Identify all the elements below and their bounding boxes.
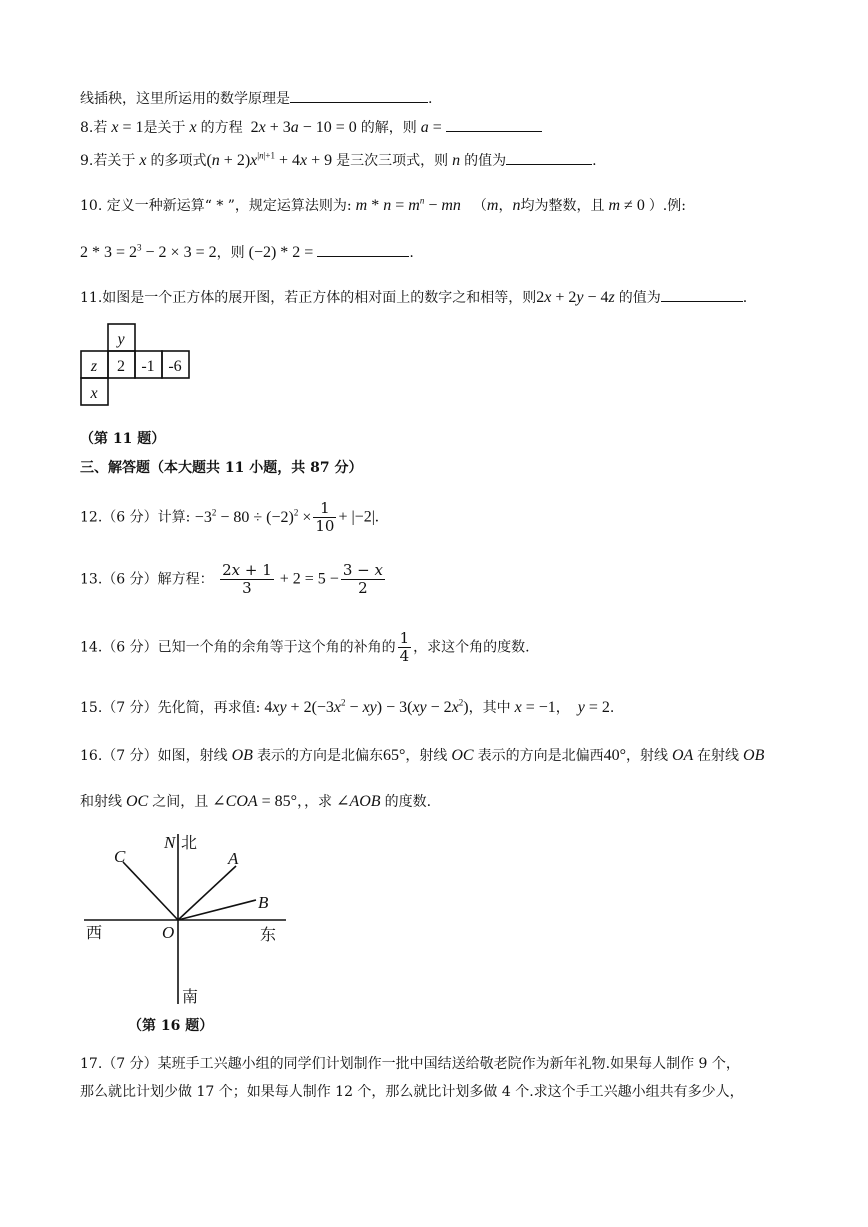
q8-equation: 2x + 3a − 10 = 0 bbox=[242, 119, 361, 136]
q14-end: ，求这个角的度数. bbox=[413, 639, 530, 656]
section-3-heading: 三、解答题（本大题共 11 小题，共 87 分） bbox=[80, 460, 363, 476]
q9-mid2: 是三次三项式，则 bbox=[336, 153, 449, 169]
q16-t8: ，求 bbox=[304, 794, 333, 810]
q11-expression: 2x + 2y − 4z bbox=[536, 289, 615, 306]
q9-mid3: 的值为 bbox=[464, 153, 507, 169]
q14 bbox=[80, 630, 530, 674]
q10-line2 bbox=[80, 242, 414, 262]
q8-prefix: 8.若 bbox=[80, 120, 108, 136]
compass-figure bbox=[78, 828, 310, 1010]
q16-line1: 16.（7 分）如图，射线 OB 表示的方向是北偏东65°，射线 OC 表示的方向是北偏西40°，射线 OA 在射线 OB bbox=[80, 747, 765, 764]
ray-oc bbox=[123, 862, 178, 920]
q16-t7: 之间，且 bbox=[152, 794, 209, 810]
q16-t2: ，射线 bbox=[405, 748, 448, 764]
q16-t1: 表示的方向是北偏东 bbox=[256, 748, 383, 764]
q12-expression-b: + |−2|. bbox=[338, 508, 379, 526]
q9-answer-blank[interactable] bbox=[506, 150, 592, 165]
q7-end: . bbox=[428, 91, 433, 107]
q12-fraction: $\frac{1}{10}$ bbox=[315, 499, 335, 535]
q9-end: . bbox=[592, 153, 597, 169]
q10-note: 均为整数，且 bbox=[520, 198, 605, 214]
q15-expression: $4xy + 2(-3x^2 - xy) - 3(xy - 2x^2)$ bbox=[260, 697, 469, 716]
q10-rule: $m * n = m^n$ − mn bbox=[355, 195, 461, 214]
q12-prefix: 12.（6 分）计算: bbox=[80, 509, 191, 526]
q13: 13.（6 分）解方程： $\frac{2x + 1}{3}$ + 2 = 5 − $\frac{3 - x}{2}$ bbox=[80, 561, 383, 597]
q10-prefix: 10. 定义一种新运算“ * ”，规定运算法则为: bbox=[80, 198, 352, 214]
q15-y-value: y = 2 bbox=[577, 699, 610, 716]
q13-fraction-left: $\frac{2x + 1}{3}$ bbox=[222, 561, 272, 597]
q16-t5: 在射线 bbox=[697, 748, 740, 764]
q16-t0: 16.（7 分）如图，射线 bbox=[80, 748, 228, 764]
q9: 9.若关于 x 的多项式$(n + 2)x^{|n|+1} + 4x + 9$ 是三次三项式，则 n 的值为 . bbox=[80, 150, 597, 169]
q12-expression-a: $-3^2 - 80 \div (-2)^2$ × bbox=[194, 507, 312, 526]
q17-line2: 那么就比计划少做 17 个；如果每人制作 12 个，那么就比计划多做 4 个.求这个手工兴趣小组共有多少人， bbox=[80, 1084, 744, 1100]
q10-line1: 10. 定义一种新运算“ * ”，规定运算法则为: $m * n = m^n$ − mn （m，n均为整数，且 m ≠ 0 ）.例: bbox=[80, 195, 686, 214]
cube-label-z: z bbox=[90, 358, 98, 375]
cube-label-2: 2 bbox=[117, 358, 125, 375]
q10-then: ，则 bbox=[216, 245, 245, 261]
label-east: 东 bbox=[260, 925, 277, 944]
q11-answer-blank[interactable] bbox=[661, 287, 743, 302]
q9-prefix: 9.若关于 bbox=[80, 153, 136, 169]
label-n: N bbox=[164, 833, 176, 852]
q8-answer-blank[interactable] bbox=[446, 117, 542, 132]
q8-mid1: 是关于 bbox=[143, 120, 186, 136]
q7-answer-blank[interactable] bbox=[290, 88, 428, 103]
label-o: O bbox=[162, 923, 175, 942]
q11 bbox=[80, 287, 747, 307]
q15-prefix: 15.（7 分）先化简，再求值: bbox=[80, 700, 261, 716]
q10-example: $2 * 3 = 2^3 - 2 \times 3 = 2$ bbox=[80, 242, 217, 261]
q16-t9: 的度数. bbox=[384, 794, 432, 810]
q11-end: . bbox=[742, 290, 748, 306]
q14-fraction: $\frac{1}{4}$ bbox=[399, 629, 410, 665]
q8: 8.若 x = 1是关于 x 的方程 2x + 3a − 10 = 0 的解，则 a = bbox=[80, 117, 542, 137]
q15 bbox=[80, 699, 614, 717]
cube-label-neg1: -1 bbox=[141, 358, 155, 375]
q11-prefix: 11.如图是一个正方体的展开图，若正方体的相对面上的数字之和相等，则 bbox=[80, 290, 537, 306]
q16-t3: 表示的方向是北偏西 bbox=[477, 748, 604, 764]
q12 bbox=[80, 500, 379, 540]
label-a: A bbox=[228, 849, 239, 868]
q8-math-x: x bbox=[107, 119, 119, 136]
q10-paren: （ bbox=[472, 198, 487, 214]
label-west: 西 bbox=[86, 923, 103, 942]
cube-label-y: y bbox=[117, 331, 125, 348]
q10-question: (−2) * 2 = bbox=[244, 244, 318, 261]
q15-mid: ，其中 bbox=[468, 700, 511, 716]
q13-fraction-right: $\frac{3 - x}{2}$ bbox=[342, 561, 383, 597]
cube-label-x: x bbox=[90, 385, 98, 402]
q9-mid1: 的多项式 bbox=[150, 153, 207, 169]
q8-mid2: 的方程 bbox=[200, 120, 243, 136]
label-north: 北 bbox=[181, 833, 198, 852]
cube-label-neg6: -6 bbox=[168, 358, 182, 375]
q8-mid3: 的解，则 bbox=[360, 120, 417, 136]
q16-t4: ，射线 bbox=[626, 748, 668, 764]
q7-tail bbox=[80, 88, 432, 108]
q10-end1: ）.例: bbox=[648, 198, 686, 214]
q10-end2: . bbox=[409, 245, 414, 261]
q16-caption: （第 16 题） bbox=[128, 1018, 214, 1034]
q15-x-value: x = −1 bbox=[514, 699, 556, 716]
q17-line1: 17.（7 分）某班手工兴趣小组的同学们计划制作一批中国结送给敬老院作为新年礼物.如果每人制作 9 个， bbox=[80, 1056, 740, 1072]
label-c: C bbox=[114, 847, 126, 866]
label-b: B bbox=[258, 893, 269, 912]
q7-text: 线插秧，这里所运用的数学原理是 bbox=[80, 91, 290, 107]
q9-polynomial: $(n + 2)x^{|n|+1} + 4x + 9$ bbox=[206, 150, 337, 169]
q16-line2: 和射线 OC 之间，且 ∠COA = 85°，，求 ∠AOB 的度数. bbox=[80, 793, 432, 810]
q11-caption: （第 11 题） bbox=[80, 431, 166, 447]
q13-prefix: 13.（6 分）解方程： bbox=[80, 571, 214, 588]
q15-end: . bbox=[609, 700, 615, 716]
q11-mid: 的值为 bbox=[618, 290, 661, 306]
cube-net-figure bbox=[80, 322, 195, 412]
q10-answer-blank[interactable] bbox=[317, 242, 409, 257]
q16-t6: 和射线 bbox=[80, 794, 122, 810]
q14-prefix: 14.（6 分）已知一个角的余角等于这个角的补角的 bbox=[80, 639, 396, 656]
q15-sep: ， bbox=[555, 700, 570, 716]
label-south: 南 bbox=[182, 987, 199, 1006]
